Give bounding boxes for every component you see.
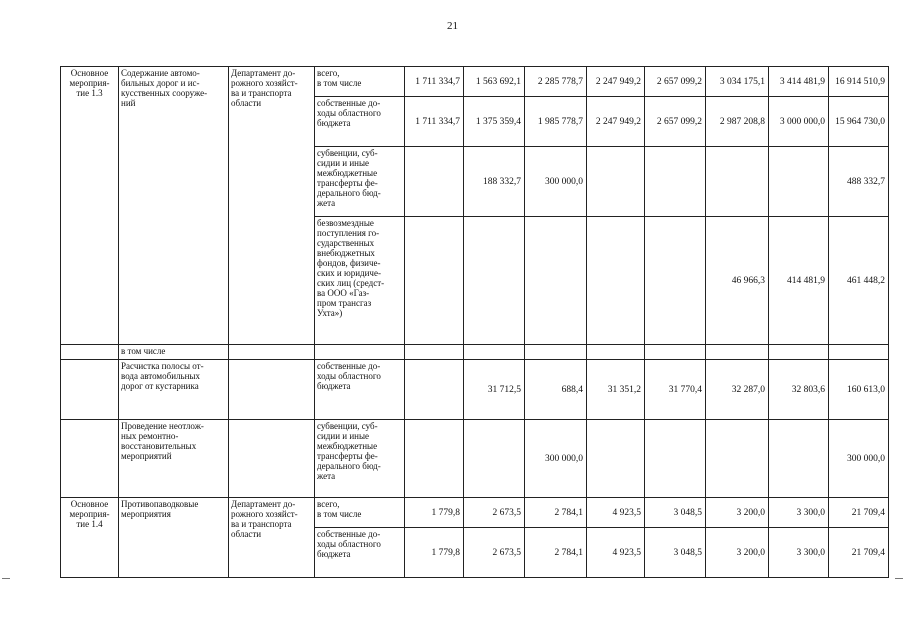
value-cell: 2 247 949,2: [587, 67, 645, 97]
empty-cell: [315, 345, 405, 360]
value-cell: 3 048,5: [645, 498, 706, 528]
value-cell: 3 000 000,0: [769, 97, 829, 147]
value-cell: 688,4: [525, 360, 587, 420]
funding-source-cell: субвенции, суб- сидии и иные межбюджетные трансферты фе- дерального бюд- жета: [315, 147, 405, 217]
value-cell: 32 803,6: [769, 360, 829, 420]
value-cell: 1 711 334,7: [405, 97, 464, 147]
empty-cell: [464, 345, 525, 360]
value-cell: 1 711 334,7: [405, 67, 464, 97]
total-value-cell: 21 709,4: [829, 528, 889, 578]
funding-source-cell: субвенции, суб- сидии и иные межбюджетные трансферты фе- дерального бюд- жета: [315, 420, 405, 498]
value-cell: [405, 217, 464, 345]
value-cell: 3 034 175,1: [706, 67, 769, 97]
funding-source-cell: собственные до- ходы областного бюджета: [315, 97, 405, 147]
scan-edge-mark: [2, 578, 10, 579]
measure-code-cell: Основное мероприя- тие 1.3: [61, 67, 119, 345]
table-row: [61, 67, 889, 97]
measure-name-cell: Противопаводковые мероприятия: [119, 498, 229, 578]
total-value-cell: 300 000,0: [829, 420, 889, 498]
value-cell: 31 770,4: [645, 360, 706, 420]
empty-cell: [61, 420, 119, 498]
value-cell: 2 657 099,2: [645, 67, 706, 97]
value-cell: 188 332,7: [464, 147, 525, 217]
value-cell: [769, 420, 829, 498]
value-cell: [706, 147, 769, 217]
value-cell: [587, 420, 645, 498]
value-cell: 2 673,5: [464, 498, 525, 528]
value-cell: [645, 147, 706, 217]
table-row: [61, 345, 889, 360]
value-cell: 4 923,5: [587, 528, 645, 578]
value-cell: 2 784,1: [525, 498, 587, 528]
value-cell: 3 048,5: [645, 528, 706, 578]
value-cell: 46 966,3: [706, 217, 769, 345]
empty-cell: [61, 345, 119, 360]
value-cell: 4 923,5: [587, 498, 645, 528]
value-cell: 32 287,0: [706, 360, 769, 420]
value-cell: 2 247 949,2: [587, 97, 645, 147]
empty-cell: [405, 345, 464, 360]
empty-cell: [229, 420, 315, 498]
value-cell: 1 779,8: [405, 498, 464, 528]
submeasure-name-cell: Проведение неотлож- ных ремонтно- восстановительных мероприятий: [119, 420, 229, 498]
empty-cell: [229, 360, 315, 420]
executor-cell: Департамент до- рожного хозяйст- ва и транспорта области: [229, 498, 315, 578]
value-cell: 1 563 692,1: [464, 67, 525, 97]
page-number: 21: [447, 20, 458, 32]
value-cell: 3 414 481,9: [769, 67, 829, 97]
total-value-cell: 21 709,4: [829, 498, 889, 528]
table-row: [61, 360, 889, 420]
total-value-cell: 461 448,2: [829, 217, 889, 345]
value-cell: 2 784,1: [525, 528, 587, 578]
table-row: [61, 498, 889, 528]
empty-cell: [829, 345, 889, 360]
value-cell: 1 375 359,4: [464, 97, 525, 147]
value-cell: [405, 360, 464, 420]
funding-source-cell: собственные до- ходы областного бюджета: [315, 528, 405, 578]
empty-cell: [525, 345, 587, 360]
funding-source-cell: всего, в том числе: [315, 498, 405, 528]
value-cell: [706, 420, 769, 498]
value-cell: [464, 217, 525, 345]
measure-name-cell: Содержание автомо- бильных дорог и ис- кусственных сооруже- ний: [119, 67, 229, 345]
funding-source-cell: всего, в том числе: [315, 67, 405, 97]
value-cell: 300 000,0: [525, 420, 587, 498]
empty-cell: [587, 345, 645, 360]
total-value-cell: 488 332,7: [829, 147, 889, 217]
value-cell: 2 657 099,2: [645, 97, 706, 147]
empty-cell: [229, 345, 315, 360]
value-cell: 1 779,8: [405, 528, 464, 578]
submeasure-name-cell: Расчистка полосы от- вода автомобильных дорог от кустарника: [119, 360, 229, 420]
value-cell: 31 351,2: [587, 360, 645, 420]
value-cell: 3 200,0: [706, 528, 769, 578]
value-cell: [587, 147, 645, 217]
funding-source-cell: собственные до- ходы областного бюджета: [315, 360, 405, 420]
value-cell: 2 673,5: [464, 528, 525, 578]
measure-code-cell: Основное мероприя- тие 1.4: [61, 498, 119, 578]
value-cell: [645, 217, 706, 345]
table-row: [61, 420, 889, 498]
empty-cell: [645, 345, 706, 360]
value-cell: [645, 420, 706, 498]
value-cell: [587, 217, 645, 345]
value-cell: 1 985 778,7: [525, 97, 587, 147]
value-cell: 3 300,0: [769, 528, 829, 578]
value-cell: 2 285 778,7: [525, 67, 587, 97]
value-cell: [769, 147, 829, 217]
value-cell: [525, 217, 587, 345]
value-cell: [405, 420, 464, 498]
empty-cell: [769, 345, 829, 360]
value-cell: [405, 147, 464, 217]
value-cell: 3 200,0: [706, 498, 769, 528]
funding-source-cell: безвозмездные поступления го- сударственных внебюджетных фондов, физиче- ских и юридиче- ских лиц (средст- ва ООО «Газ- пром трансгаз Ухта»): [315, 217, 405, 345]
value-cell: 31 712,5: [464, 360, 525, 420]
value-cell: [464, 420, 525, 498]
empty-cell: [61, 360, 119, 420]
executor-cell: Департамент до- рожного хозяйст- ва и транспорта области: [229, 67, 315, 345]
scan-edge-mark: [895, 578, 903, 579]
including-label-cell: в том числе: [119, 345, 229, 360]
budget-table: [60, 66, 889, 578]
value-cell: 414 481,9: [769, 217, 829, 345]
total-value-cell: 16 914 510,9: [829, 67, 889, 97]
total-value-cell: 15 964 730,0: [829, 97, 889, 147]
value-cell: 3 300,0: [769, 498, 829, 528]
value-cell: 2 987 208,8: [706, 97, 769, 147]
total-value-cell: 160 613,0: [829, 360, 889, 420]
value-cell: 300 000,0: [525, 147, 587, 217]
empty-cell: [706, 345, 769, 360]
